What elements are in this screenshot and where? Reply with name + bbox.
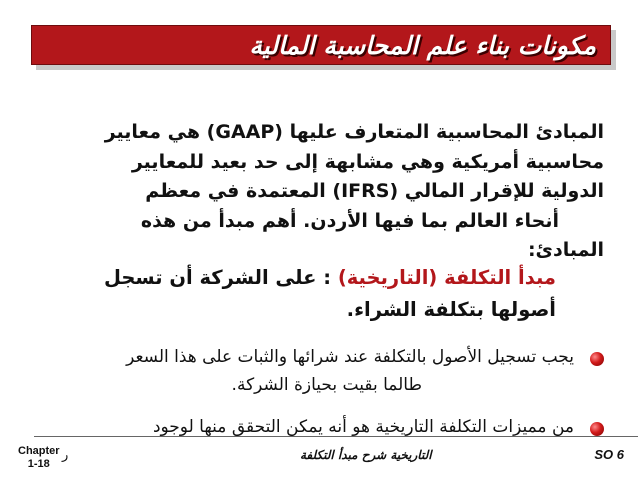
principle-heading-rest: : على الشركة أن تسجل: [103, 266, 338, 289]
bullet-line: يجب تسجيل الأصول بالتكلفة عند شرائها والثبات على هذا السعر: [126, 347, 574, 367]
title-bar: [31, 25, 611, 65]
principle-paragraph: [104, 262, 556, 326]
principle-line-2: أصولها بتكلفة الشراء.: [346, 298, 556, 321]
intro-line: الدولية للإقرار المالي (IFRS) المعتمدة في معظم: [145, 180, 604, 203]
footer-divider: [34, 436, 638, 437]
bullet-line: طالما بقيت بحيازة الشركة.: [231, 375, 422, 395]
bullet-icon: [590, 352, 604, 366]
footer-cut-text: ر: [62, 448, 69, 463]
chapter-label: [18, 445, 60, 471]
principle-heading: مبدأ التكلفة (التاريخية): [337, 266, 556, 289]
bullet-text: [126, 343, 574, 399]
bullet-line: من مميزات التكلفة التاريخية هو أنه يمكن التحقق منها لوجود: [152, 417, 574, 437]
slide-id: SO 6: [594, 447, 624, 462]
chapter-page: 1-18: [27, 458, 50, 470]
intro-paragraph: [105, 118, 604, 266]
intro-line: محاسبية أمريكية وهي مشابهة إلى حد بعيد للمعايير: [131, 150, 604, 173]
intro-line: أنحاء العالم بما فيها الأردن. أهم مبدأ من هذه: [140, 209, 559, 232]
principle-line-1: [104, 262, 556, 294]
chapter-text: Chapter: [18, 445, 60, 457]
bullet-icon: [590, 422, 604, 436]
intro-line: المبادئ:: [527, 239, 604, 262]
slide-title: مكونات بناء علم المحاسبة المالية: [249, 30, 596, 60]
bullet-item: [24, 343, 604, 399]
intro-line: المبادئ المحاسبية المتعارف عليها (GAAP) هي معايير: [104, 121, 604, 143]
footer-center-text: التاريخية شرح مبدأ التكلفة: [300, 448, 432, 462]
